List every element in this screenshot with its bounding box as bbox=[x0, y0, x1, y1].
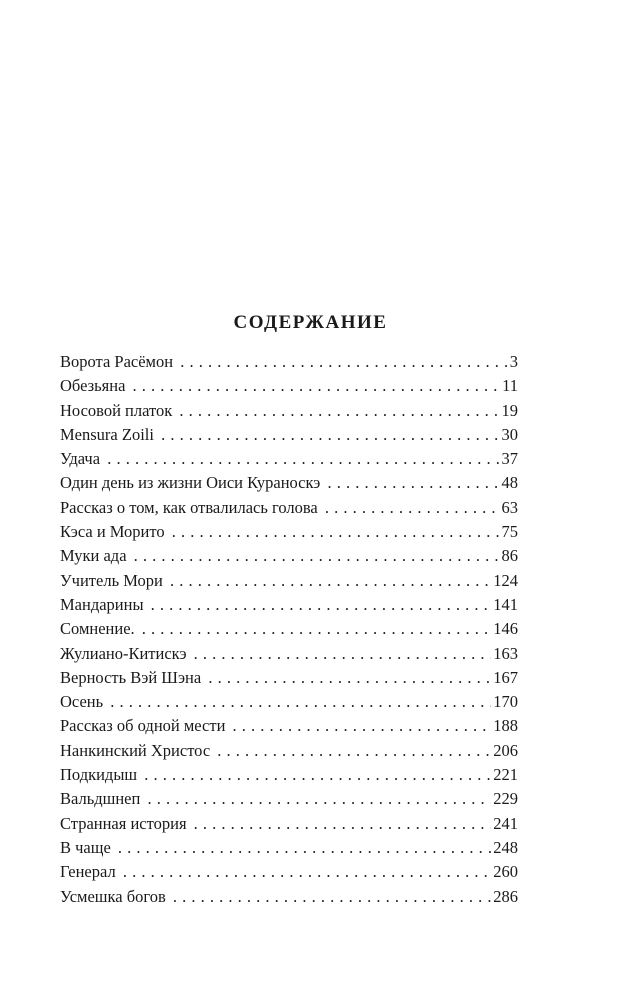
toc-entry bbox=[60, 569, 518, 593]
dot-leader bbox=[228, 714, 491, 738]
dot-leader bbox=[321, 496, 500, 520]
toc-entry bbox=[60, 374, 518, 398]
toc-entry-page-number: 229 bbox=[493, 789, 518, 809]
toc-entry-page-number: 11 bbox=[502, 376, 518, 396]
toc-entry-title: Мандарины bbox=[60, 594, 144, 614]
dot-leader bbox=[114, 836, 491, 860]
dot-leader bbox=[190, 812, 492, 836]
toc-entry-title: Осень bbox=[60, 692, 104, 712]
toc-entry bbox=[60, 617, 518, 641]
table-of-contents bbox=[60, 350, 518, 909]
toc-entry-page-number: 163 bbox=[493, 643, 518, 663]
toc-entry-title: Муки ада bbox=[60, 546, 127, 566]
toc-entry-page-number: 241 bbox=[493, 813, 518, 833]
toc-entry-title: Рассказ о том, как отвалилась голова bbox=[60, 497, 318, 517]
toc-entry-page-number: 170 bbox=[493, 692, 518, 712]
toc-entry-title: Странная история bbox=[60, 813, 187, 833]
dot-leader bbox=[147, 593, 492, 617]
toc-entry-page-number: 37 bbox=[501, 449, 518, 469]
toc-entry-title: Нанкинский Христос bbox=[60, 740, 211, 760]
dot-leader bbox=[128, 374, 500, 398]
dot-leader bbox=[213, 739, 491, 763]
toc-entry-page-number: 48 bbox=[501, 473, 518, 493]
toc-entry bbox=[60, 496, 518, 520]
toc-entry-title: Кэса и Морито bbox=[60, 522, 165, 542]
toc-entry bbox=[60, 544, 518, 568]
dot-leader bbox=[190, 642, 492, 666]
toc-entry-page-number: 141 bbox=[493, 594, 518, 614]
dot-leader bbox=[119, 860, 492, 884]
toc-entry-page-number: 260 bbox=[493, 862, 518, 882]
toc-entry-page-number: 19 bbox=[501, 400, 518, 420]
toc-entry-title: Жулиано-Китискэ bbox=[60, 643, 187, 663]
dot-leader bbox=[176, 350, 508, 374]
dot-leader bbox=[323, 471, 499, 495]
dot-leader bbox=[169, 885, 491, 909]
toc-entry bbox=[60, 836, 518, 860]
dot-leader bbox=[143, 787, 491, 811]
toc-entry-title: Усмешка богов bbox=[60, 886, 166, 906]
toc-entry-page-number: 286 bbox=[493, 886, 518, 906]
toc-entry-title: Верность Вэй Шэна bbox=[60, 667, 202, 687]
toc-entry-title: Ворота Расёмон bbox=[60, 352, 174, 371]
toc-entry bbox=[60, 423, 518, 447]
toc-entry-page-number: 188 bbox=[493, 716, 518, 736]
toc-entry-title: Генерал bbox=[60, 862, 116, 882]
dot-leader bbox=[138, 617, 492, 641]
toc-entry bbox=[60, 666, 518, 690]
toc-entry bbox=[60, 812, 518, 836]
dot-leader bbox=[204, 666, 491, 690]
toc-entry-page-number: 221 bbox=[493, 765, 518, 785]
dot-leader bbox=[140, 763, 491, 787]
dot-leader bbox=[130, 544, 500, 568]
toc-entry bbox=[60, 447, 518, 471]
toc-entry bbox=[60, 714, 518, 738]
toc-entry-title: Mensura Zoili bbox=[60, 424, 154, 444]
toc-entry-title: Сомнение. bbox=[60, 619, 135, 639]
toc-entry-title: Удача bbox=[60, 449, 101, 469]
toc-entry-page-number: 167 bbox=[493, 667, 518, 687]
toc-entry bbox=[60, 593, 518, 617]
toc-entry-page-number: 75 bbox=[501, 522, 518, 542]
toc-entry-title: Один день из жизни Оиси Кураноскэ bbox=[60, 473, 321, 493]
dot-leader bbox=[157, 423, 500, 447]
toc-entry bbox=[60, 642, 518, 666]
toc-entry bbox=[60, 885, 518, 909]
dot-leader bbox=[166, 569, 491, 593]
toc-entry bbox=[60, 350, 518, 374]
toc-entry-page-number: 86 bbox=[501, 546, 518, 566]
dot-leader bbox=[168, 520, 500, 544]
toc-entry-title: Рассказ об одной мести bbox=[60, 716, 226, 736]
toc-entry-title: В чаще bbox=[60, 837, 111, 857]
toc-entry-page-number: 146 bbox=[493, 619, 518, 639]
toc-entry bbox=[60, 690, 518, 714]
toc-entry-page-number: 30 bbox=[501, 424, 518, 444]
toc-entry bbox=[60, 787, 518, 811]
toc-entry-page-number: 3 bbox=[509, 352, 518, 371]
toc-entry-page-number: 63 bbox=[501, 497, 518, 517]
toc-entry-title: Учитель Мори bbox=[60, 570, 163, 590]
dot-leader bbox=[103, 447, 499, 471]
toc-entry-title: Подкидыш bbox=[60, 765, 138, 785]
dot-leader bbox=[106, 690, 491, 714]
toc-entry bbox=[60, 860, 518, 884]
toc-entry bbox=[60, 399, 518, 423]
page-title: СОДЕРЖАНИЕ bbox=[233, 312, 388, 333]
toc-entry bbox=[60, 520, 518, 544]
toc-entry-title: Вальдшнеп bbox=[60, 789, 141, 809]
toc-entry bbox=[60, 739, 518, 763]
toc-entry bbox=[60, 763, 518, 787]
toc-entry-page-number: 248 bbox=[493, 837, 518, 857]
toc-entry-page-number: 206 bbox=[493, 740, 518, 760]
toc-entry bbox=[60, 471, 518, 495]
dot-leader bbox=[175, 399, 499, 423]
toc-entry-title: Обезьяна bbox=[60, 376, 126, 396]
toc-entry-page-number: 124 bbox=[493, 570, 518, 590]
toc-entry-title: Носовой платок bbox=[60, 400, 173, 420]
